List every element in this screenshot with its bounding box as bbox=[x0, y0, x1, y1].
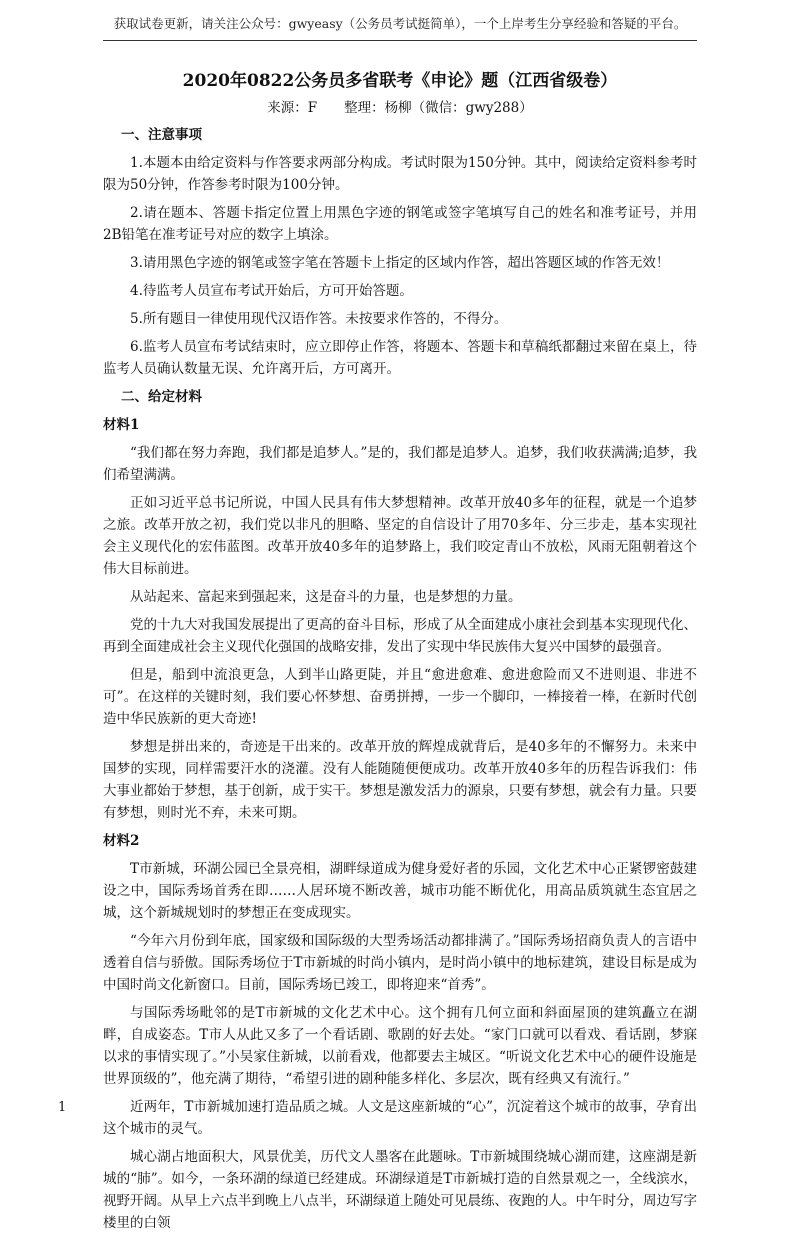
material-1-paragraph: 党的十九大对我国发展提出了更高的奋斗目标，形成了从全面建成小康社会到基本实现现代化、再到全面建成社会主义现代化强国的战略安排，发出了实现中华民族伟大复兴中国梦的最强音。 bbox=[103, 617, 697, 655]
document-title: 2020年0822公务员多省联考《申论》题（江西省级卷） bbox=[182, 71, 618, 91]
material-1-heading: 材料1 bbox=[103, 417, 140, 433]
material-1-paragraph: 从站起来、富起来到强起来，这是奋斗的力量，也是梦想的力量。 bbox=[130, 589, 522, 605]
material-2-paragraph: 与国际秀场毗邻的是T市新城的文化艺术中心。这个拥有几何立面和斜面屋顶的建筑矗立在湖畔，自成姿态。T市人从此又多了一个看话剧、歌剧的好去处。“家门口就可以看戏、看话剧，梦寐以求的事情实现了。”小吴家住新城，以前看戏，他都要去主城区。“听说文化艺术中心的硬件设施是世界顶级的”，他充满了期待，“希望引进的剧种能多样化、多层次，既有经典又有流行。” bbox=[103, 1005, 697, 1087]
note-item: 1.本题本由给定资料与作答要求两部分构成。考试时限为150分钟。其中，阅读给定资料参考时限为50分钟，作答参考时限为100分钟。 bbox=[103, 155, 697, 193]
note-item: 6.监考人员宣布考试结束时，应立即停止作答，将题本、答题卡和草稿纸都翻过来留在桌上，待监考人员确认数量无误、允许离开后，方可离开。 bbox=[103, 339, 697, 377]
page-number: 1 bbox=[58, 1100, 67, 1115]
material-2-heading: 材料2 bbox=[103, 833, 140, 849]
material-1-paragraph: 但是，船到中流浪更急，人到半山路更陡，并且“愈进愈难、愈进愈险而又不进则退、非进不可”。在这样的关键时刻，我们要心怀梦想、奋勇拼搏，一步一个脚印，一棒接着一棒，在新时代创造中华民族新的更大奇迹! bbox=[103, 667, 697, 727]
note-item: 2.请在题本、答题卡指定位置上用黑色字迹的钢笔或签字笔填写自己的姓名和准考证号，并用2B铅笔在准考证号对应的数字上填涂。 bbox=[103, 205, 697, 243]
note-item: 5.所有题目一律使用现代汉语作答。未按要求作答的，不得分。 bbox=[130, 311, 508, 327]
material-2-paragraph: “今年六月份到年底，国家级和国际级的大型秀场活动都排满了。”国际秀场招商负责人的言语中透着自信与骄傲。国际秀场位于T市新城的时尚小镇内，是时尚小镇中的地标建筑，建设目标是成为中国时尚文化新窗口。目前，国际秀场已竣工，即将迎来“首秀”。 bbox=[103, 933, 697, 993]
note-item: 4.待监考人员宣布考试开始后，方可开始答题。 bbox=[130, 283, 413, 299]
notes-heading: 一、注意事项 bbox=[121, 127, 202, 143]
header-divider bbox=[103, 40, 697, 41]
document-body bbox=[103, 124, 697, 1240]
material-2-paragraph: 近两年，T市新城加速打造品质之城。人文是这座新城的“心”，沉淀着这个城市的故事，孕育出这个城市的灵气。 bbox=[103, 1099, 697, 1137]
materials-heading: 二、给定材料 bbox=[121, 389, 202, 405]
header-notice: 获取试卷更新，请关注公众号：gwyeasy（公务员考试挺简单），一个上岸考生分享经验和答疑的平台。 bbox=[113, 16, 687, 31]
material-2-paragraph: 城心湖占地面积大，风景优美，历代文人墨客在此题咏。T市新城围绕城心湖而建，这座湖是新城的“肺”。如今，一条环湖的绿道已经建成。环湖绿道是T市新城打造的自然景观之一，全线滨水，视野开阔。从早上六点半到晚上八点半，环湖绿道上随处可见晨练、夜跑的人。中午时分，周边写字楼里的白领 bbox=[103, 1149, 697, 1231]
material-1-paragraph: 梦想是拼出来的，奇迹是干出来的。改革开放的辉煌成就背后，是40多年的不懈努力。未来中国梦的实现，同样需要汗水的浇灌。没有人能随随便便成功。改革开放40多年的历程告诉我们：伟大事业都始于梦想，基于创新，成于实干。梦想是激发活力的源泉，只要有梦想，就会有力量。只要有梦想，则时光不弃，未来可期。 bbox=[103, 739, 697, 821]
note-item: 3.请用黑色字迹的钢笔或签字笔在答题卡上指定的区域内作答，超出答题区域的作答无效！ bbox=[130, 255, 670, 271]
material-2-paragraph: T市新城，环湖公园已全景亮相，湖畔绿道成为健身爱好者的乐园，文化艺术中心正紧锣密鼓建设之中，国际秀场首秀在即……人居环境不断改善，城市功能不断优化，用高品质筑就生态宜居之城，这个新城规划时的梦想正在变成现实。 bbox=[103, 861, 697, 921]
document-source: 来源：F 整理：杨柳（微信：gwy288） bbox=[267, 100, 533, 116]
material-1-paragraph: “我们都在努力奔跑，我们都是追梦人。”是的，我们都是追梦人。追梦，我们收获满满;追梦，我们希望满满。 bbox=[103, 445, 697, 483]
material-1-paragraph: 正如习近平总书记所说，中国人民具有伟大梦想精神。改革开放40多年的征程，就是一个追梦之旅。改革开放之初，我们党以非凡的胆略、坚定的自信设计了用70多年、分三步走，基本实现社会主义现代化的宏伟蓝图。改革开放40多年的追梦路上，我们咬定青山不放松，风雨无阻朝着这个伟大目标前进。 bbox=[103, 495, 697, 577]
